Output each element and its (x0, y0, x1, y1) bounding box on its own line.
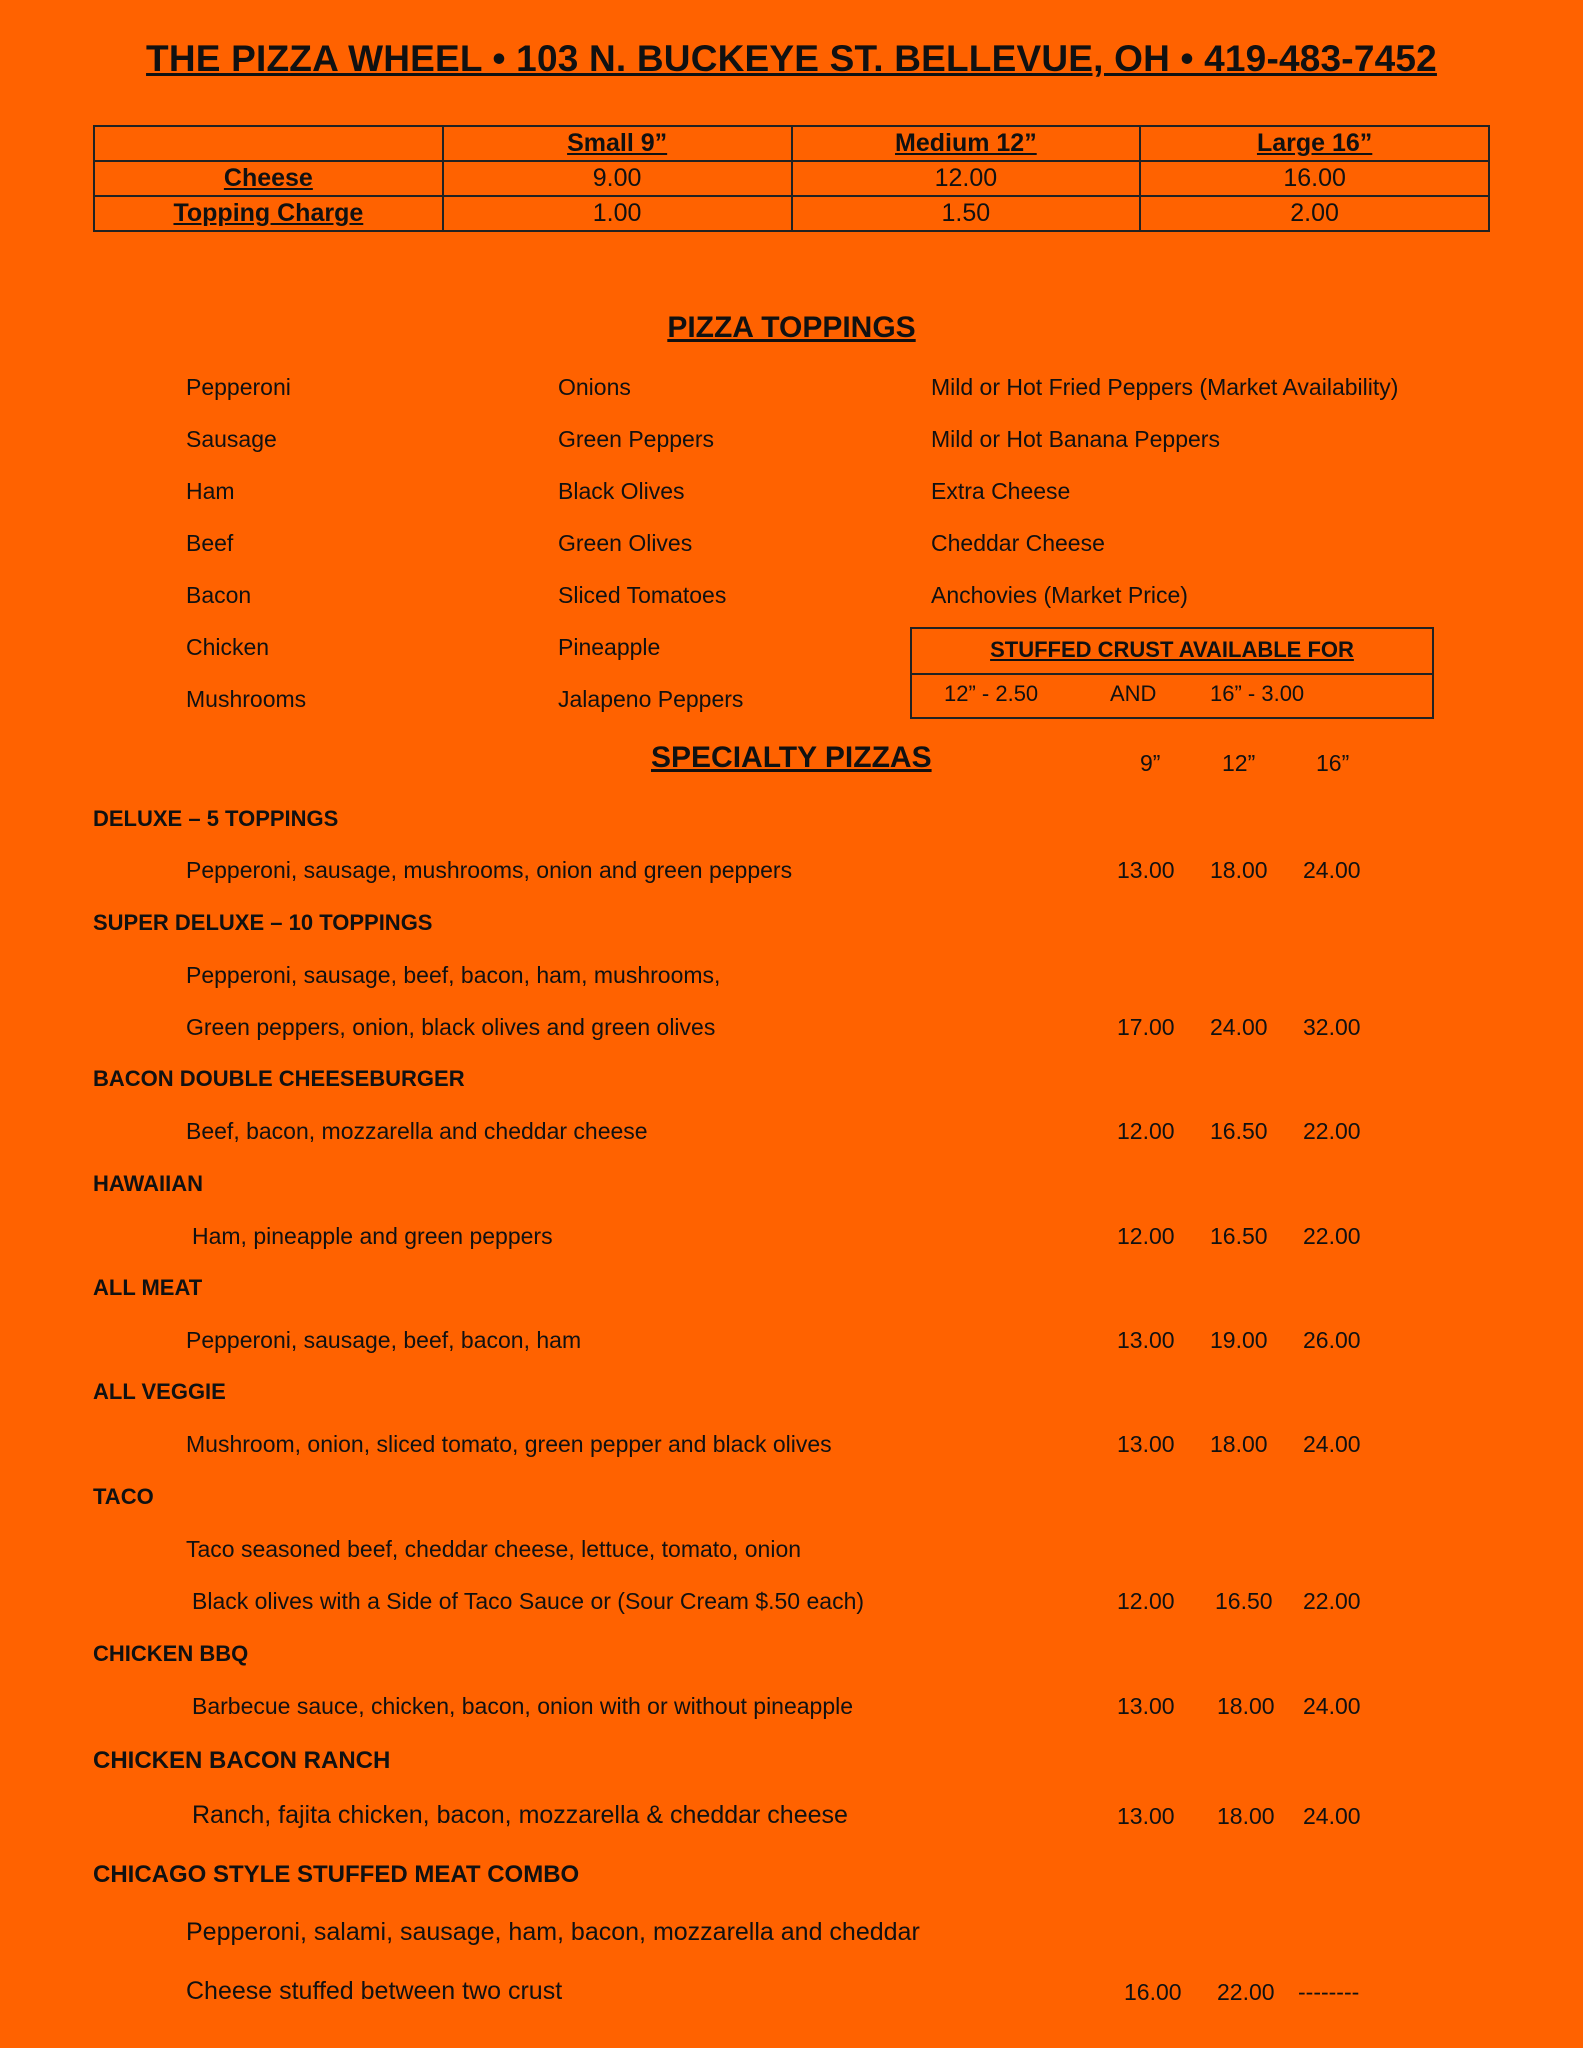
stuffed-crust-option-12: 12” - 2.50 (944, 681, 1039, 706)
topping-item: Sliced Tomatoes (558, 582, 727, 608)
price-cell: 16.00 (1140, 161, 1489, 196)
price-large: 32.00 (1303, 1014, 1361, 1040)
price-large: 24.00 (1303, 1693, 1361, 1719)
price-medium: 19.00 (1210, 1327, 1268, 1353)
stuffed-crust-box (910, 627, 1434, 719)
pizza-description: Mushroom, onion, sliced tomato, green pepper and black olives (186, 1431, 832, 1457)
price-table-row (94, 196, 1489, 231)
price-small: 13.00 (1117, 1803, 1175, 1829)
pizza-name-chicken-bbq: CHICKEN BBQ (93, 1641, 249, 1666)
price-large: 22.00 (1303, 1118, 1361, 1144)
pizza-description: Taco seasoned beef, cheddar cheese, lettuce, tomato, onion (186, 1536, 802, 1562)
pizza-description: Cheese stuffed between two crust (186, 1977, 563, 2005)
topping-item: Jalapeno Peppers (558, 686, 744, 712)
size-header-9: 9” (1140, 750, 1161, 776)
price-cell: 2.00 (1140, 196, 1489, 231)
stuffed-crust-title: STUFFED CRUST AVAILABLE FOR (912, 629, 1432, 675)
row-label-cheese: Cheese (94, 161, 443, 196)
price-small: 13.00 (1117, 1693, 1175, 1719)
topping-item: Onions (558, 374, 631, 400)
price-table-row (94, 161, 1489, 196)
price-cell: 9.00 (443, 161, 792, 196)
price-small: 13.00 (1117, 1327, 1175, 1353)
pizza-name-taco: TACO (93, 1484, 154, 1509)
topping-item: Mild or Hot Banana Peppers (931, 426, 1220, 452)
topping-item: Sausage (186, 426, 277, 452)
price-large: 24.00 (1303, 857, 1361, 883)
price-medium: 18.00 (1210, 857, 1268, 883)
pizza-name-deluxe: DELUXE – 5 TOPPINGS (93, 806, 339, 831)
price-small: 17.00 (1117, 1014, 1175, 1040)
price-large: 24.00 (1303, 1803, 1361, 1829)
pizza-name-all-veggie: ALL VEGGIE (93, 1379, 226, 1404)
price-small: 12.00 (1117, 1223, 1175, 1249)
pizza-description: Beef, bacon, mozzarella and cheddar cheese (186, 1118, 648, 1144)
pizza-description: Green peppers, onion, black olives and green olives (186, 1014, 716, 1040)
pizza-description: Black olives with a Side of Taco Sauce or (Sour Cream $.50 each) (192, 1588, 865, 1614)
price-small: 16.00 (1124, 1979, 1182, 2005)
stuffed-crust-options (912, 675, 1432, 719)
topping-item: Mushrooms (186, 686, 307, 712)
price-table-header-row (94, 126, 1489, 161)
topping-item: Black Olives (558, 478, 685, 504)
topping-item: Pepperoni (186, 374, 291, 400)
size-header-medium: Medium 12” (792, 126, 1141, 161)
stuffed-crust-joiner: AND (1110, 681, 1157, 706)
price-small: 13.00 (1117, 857, 1175, 883)
specialty-title: SPECIALTY PIZZAS (651, 741, 932, 774)
pizza-name-hawaiian: HAWAIIAN (93, 1171, 203, 1196)
pizza-description: Pepperoni, salami, sausage, ham, bacon, mozzarella and cheddar (186, 1918, 920, 1946)
price-medium: 16.50 (1210, 1118, 1268, 1144)
topping-item: Mild or Hot Fried Peppers (Market Availability) (931, 374, 1399, 400)
price-medium: 24.00 (1210, 1014, 1268, 1040)
price-small: 13.00 (1117, 1431, 1175, 1457)
topping-item: Green Olives (558, 530, 693, 556)
topping-item: Green Peppers (558, 426, 714, 452)
pizza-description: Pepperoni, sausage, beef, bacon, ham, mushrooms, (186, 962, 721, 988)
price-medium: 22.00 (1217, 1979, 1275, 2005)
price-small: 12.00 (1117, 1588, 1175, 1614)
pizza-name-chicken-bacon-ranch: CHICKEN BACON RANCH (93, 1747, 391, 1774)
price-small: 12.00 (1117, 1118, 1175, 1144)
price-cell: 1.50 (792, 196, 1141, 231)
price-large: 22.00 (1303, 1223, 1361, 1249)
pizza-description: Pepperoni, sausage, beef, bacon, ham (186, 1327, 582, 1353)
topping-item: Extra Cheese (931, 478, 1071, 504)
pizza-description: Barbecue sauce, chicken, bacon, onion with or without pineapple (192, 1693, 854, 1719)
price-large: 22.00 (1303, 1588, 1361, 1614)
topping-item: Pineapple (558, 634, 661, 660)
row-label-topping-charge: Topping Charge (94, 196, 443, 231)
size-header-16: 16” (1316, 750, 1350, 776)
pizza-description: Ranch, fajita chicken, bacon, mozzarella & cheddar cheese (192, 1801, 848, 1829)
pizza-name-all-meat: ALL MEAT (93, 1275, 203, 1300)
price-medium: 16.50 (1210, 1223, 1268, 1249)
price-table-corner (94, 126, 443, 161)
price-cell: 1.00 (443, 196, 792, 231)
topping-item: Bacon (186, 582, 252, 608)
price-large: 26.00 (1303, 1327, 1361, 1353)
toppings-title: PIZZA TOPPINGS (667, 311, 916, 344)
pizza-description: Ham, pineapple and green peppers (192, 1223, 553, 1249)
pizza-name-chicago-style-stuffed-meat-combo: CHICAGO STYLE STUFFED MEAT COMBO (93, 1861, 580, 1888)
page-title: THE PIZZA WHEEL • 103 N. BUCKEYE ST. BELLEVUE, OH • 419-483-7452 (146, 38, 1437, 79)
pizza-description: Pepperoni, sausage, mushrooms, onion and green peppers (186, 857, 793, 883)
stuffed-crust-option-16: 16” - 3.00 (1210, 681, 1305, 706)
topping-item: Anchovies (Market Price) (931, 582, 1188, 608)
pizza-name-super-deluxe: SUPER DELUXE – 10 TOPPINGS (93, 910, 433, 935)
topping-item: Ham (186, 478, 235, 504)
base-price-table (93, 125, 1490, 232)
pizza-name-bacon-double-cheeseburger: BACON DOUBLE CHEESEBURGER (93, 1066, 465, 1091)
price-medium: 18.00 (1217, 1693, 1275, 1719)
size-header-large: Large 16” (1140, 126, 1489, 161)
topping-item: Beef (186, 530, 234, 556)
size-header-12: 12” (1222, 750, 1256, 776)
price-cell: 12.00 (792, 161, 1141, 196)
price-medium: 18.00 (1210, 1431, 1268, 1457)
price-large: 24.00 (1303, 1431, 1361, 1457)
size-header-small: Small 9” (443, 126, 792, 161)
topping-item: Cheddar Cheese (931, 530, 1105, 556)
price-medium: 18.00 (1217, 1803, 1275, 1829)
price-large: -------- (1298, 1979, 1360, 2005)
topping-item: Chicken (186, 634, 270, 660)
price-medium: 16.50 (1215, 1588, 1273, 1614)
